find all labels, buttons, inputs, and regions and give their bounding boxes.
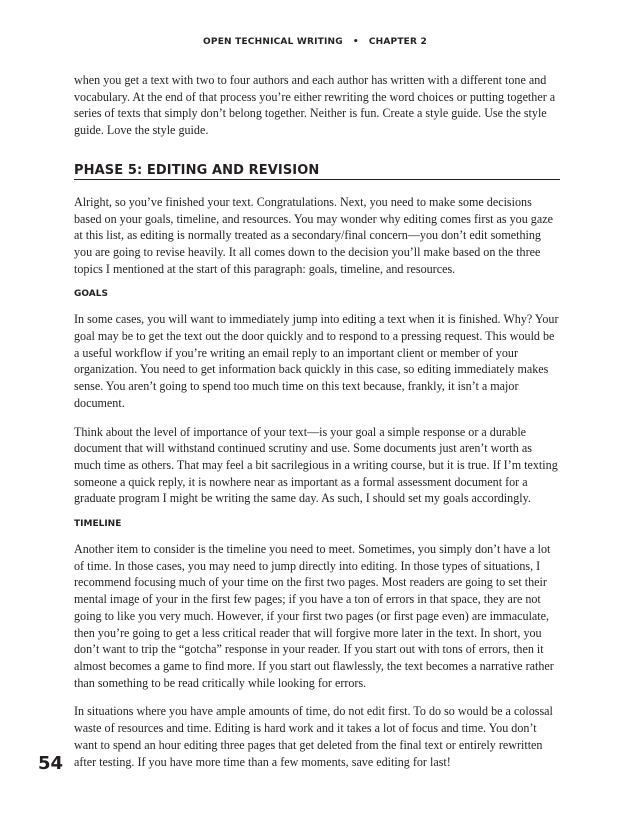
running-head (0, 37, 630, 47)
page-number: 54 (38, 753, 64, 774)
chapter-label: CHAPTER 2 (368, 37, 427, 47)
header-separator: • (352, 37, 359, 47)
goals-heading: GOALS (74, 289, 108, 300)
section-heading: PHASE 5: EDITING AND REVISION (74, 163, 560, 180)
book-title: OPEN TECHNICAL WRITING (203, 37, 343, 47)
goals-paragraph-2: Think about the level of importance of your text—is your goal a simple response or a durable document that will withstand continued scrutiny and use. Some documents just aren’t worth as much time as others. That may feel a bit sacrilegious in a writing course, but it is true. If I’m texting someone a quick reply, it is nowhere near as important as a formal assessment document for a graduate program I might be writing the same day. As such, I should set my goals accordingly. (74, 424, 558, 506)
section-paragraph: Alright, so you’ve finished your text. Congratulations. Next, you need to make some decisions based on your goals, timeline, and resources. You may wonder why editing comes first as you gaze at this list, as editing is normally treated as a secondary/final concern—you don’t edit something you are going to revise heavily. It all comes down to the decision you’ll make based on the three topics I mentioned at the start of this paragraph: goals, timeline, and resources. (74, 194, 553, 276)
page-body (74, 72, 560, 770)
timeline-heading: TIMELINE (74, 519, 122, 530)
goals-paragraph-1: In some cases, you will want to immediately jump into editing a text when it is finished. Why? Your goal may be to get the text out the door quickly and to respond to a pressing request. This would be a useful workflow if you’re writing an email reply to an important client or member of your organization. You need to get information back quickly in this case, so editing immediately makes sense. You aren’t going to spend too much time on this text because, frankly, it isn’t a major document. (74, 312, 559, 410)
intro-paragraph: when you get a text with two to four authors and each author has written with a different tone and vocabulary. At the end of that process you’re either rewriting the word choices or putting together a series of texts that simply don’t belong together. Neither is fun. Create a style guide. Use the style guide. Love the style guide. (74, 73, 556, 138)
timeline-paragraph-2: In situations where you have ample amounts of time, do not edit first. To do so would be a colossal waste of resources and time. Editing is hard work and it takes a lot of focus and time. You don’t want to spend an hour editing three pages that get deleted from the final text or entirely rewritten after testing. If you have more time than a few moments, save editing for last! (74, 704, 553, 769)
timeline-paragraph-1: Another item to consider is the timeline you need to meet. Sometimes, you simply don’t have a lot of time. In those cases, you may need to jump directly into editing. In those types of situations, I recommend focusing much of your time on the first two pages. Most readers are going to set their mental image of your in the first few pages; if you have a ton of errors in that space, they are not going to like you very much. However, if your first two pages (or first page even) are immaculate, then you’re going to get a less critical reader that will forgive more later in the text. In short, you don’t want to trip the “gotcha” response in your reader. If you start out with tons of errors, then it almost becomes a game to find more. If you start out flawlessly, the text becomes a narrative rather than something to be read critically while looking for errors. (74, 542, 554, 690)
